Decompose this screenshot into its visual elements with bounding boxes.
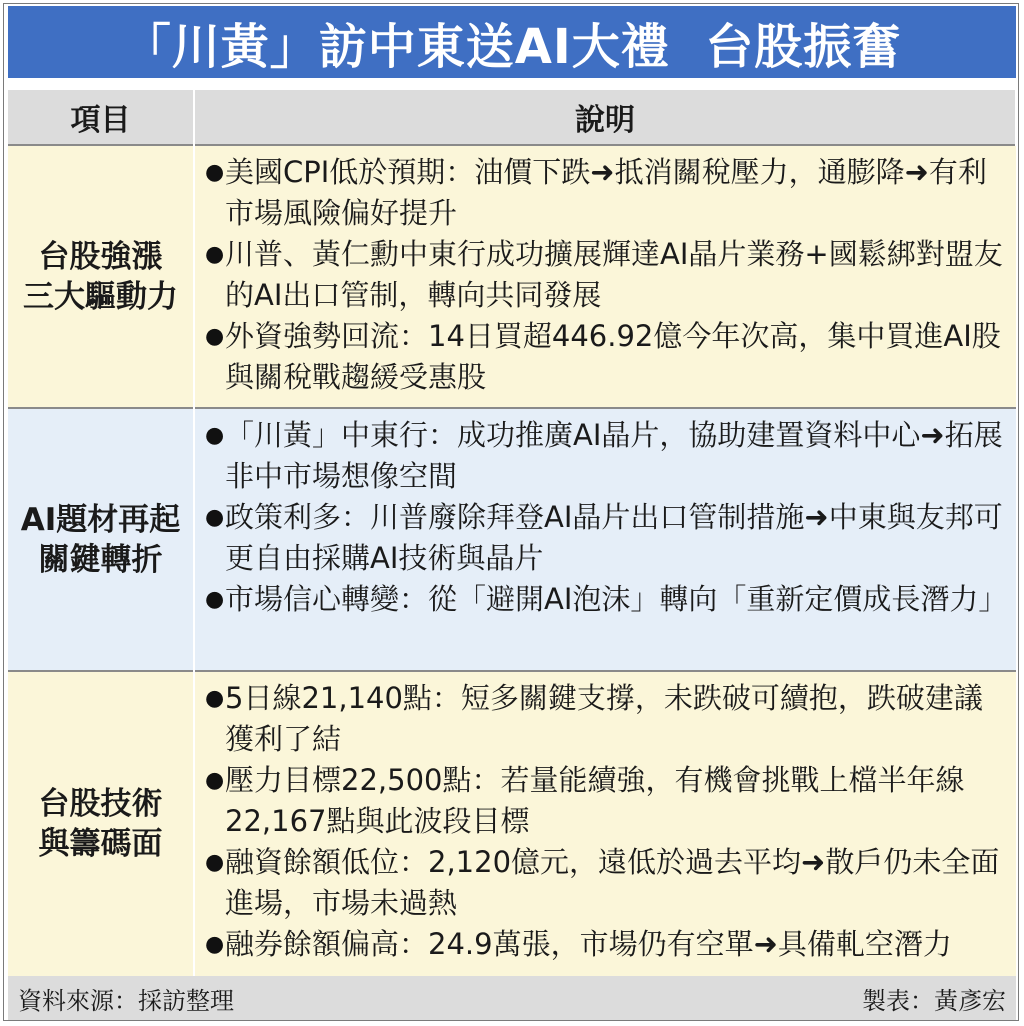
list-item bbox=[205, 234, 1010, 316]
category-line: 三大驅動力 bbox=[23, 278, 178, 315]
bullet-icon: ● bbox=[205, 587, 225, 612]
item-text: 5日線21,140點：短多關鍵支撐，未跌破可續抱，跌破建議獲利了結 bbox=[225, 681, 983, 756]
category-line: 台股技術 bbox=[38, 786, 163, 822]
category-line: AI題材再起 bbox=[20, 501, 181, 538]
row-description bbox=[194, 408, 1016, 671]
bullet-icon: ● bbox=[205, 932, 225, 957]
row-category bbox=[8, 408, 194, 671]
category-line: 關鍵轉折 bbox=[38, 541, 163, 578]
bullet-icon: ● bbox=[205, 160, 225, 185]
item-text: 融資餘額低位：2,120億元，遠低於過去平均➜散戶仍未全面進場，市場未過熱 bbox=[225, 845, 1000, 920]
list-item bbox=[205, 760, 1010, 842]
bullet-icon: ● bbox=[205, 324, 225, 349]
table-row bbox=[8, 408, 1016, 671]
row-description bbox=[194, 671, 1016, 976]
item-text: 市場信心轉變：從「避開AI泡沫」轉向「重新定價成長潛力」 bbox=[225, 582, 1008, 616]
category-line: 台股強漲 bbox=[38, 238, 163, 275]
bullet-icon: ● bbox=[205, 505, 225, 530]
item-text: 美國CPI低於預期：油價下跌➜抵消關稅壓力，通膨降➜有利市場風險偏好提升 bbox=[225, 155, 987, 230]
item-text: 政策利多：川普廢除拜登AI晶片出口管制措施➜中東與友邦可更自由採購AI技術與晶片 bbox=[225, 500, 1003, 575]
list-item bbox=[205, 579, 1010, 620]
page-title: 「川黃」訪中東送AI大禮 台股振奮 bbox=[122, 18, 902, 75]
item-text: 川普、黃仁勳中東行成功擴展輝達AI晶片業務+國鬆綁對盟友的AI出口管制，轉向共同發展 bbox=[225, 237, 1003, 312]
footer bbox=[8, 976, 1016, 1020]
row-category bbox=[8, 671, 194, 976]
info-table bbox=[8, 90, 1017, 976]
bullet-icon: ● bbox=[205, 242, 225, 267]
table-row bbox=[8, 145, 1016, 408]
title-bar bbox=[8, 6, 1016, 78]
item-text: 融券餘額偏高：24.9萬張，市場仍有空單➜具備軋空潛力 bbox=[225, 927, 952, 961]
bullet-icon: ● bbox=[205, 423, 225, 448]
source-note: 資料來源：採訪整理 bbox=[18, 986, 234, 1015]
row-description bbox=[194, 145, 1016, 408]
list-item bbox=[205, 497, 1010, 579]
list-item bbox=[205, 415, 1010, 497]
bullet-icon: ● bbox=[205, 686, 225, 711]
item-text: 壓力目標22,500點：若量能續強，有機會挑戰上檔半年線22,167點與此波段目標 bbox=[225, 763, 965, 838]
credit-note: 製表：黃彥宏 bbox=[862, 986, 1006, 1015]
column-header-description: 說明 bbox=[194, 90, 1016, 145]
bullet-icon: ● bbox=[205, 768, 225, 793]
row-category bbox=[8, 145, 194, 408]
item-text: 「川黃」中東行：成功推廣AI晶片，協助建置資料中心➜拓展非中市場想像空間 bbox=[225, 418, 1003, 493]
list-item bbox=[205, 678, 1010, 760]
bullet-icon: ● bbox=[205, 850, 225, 875]
table-row bbox=[8, 671, 1016, 976]
item-text: 外資強勢回流：14日買超446.92億今年次高，集中買進AI股與關稅戰趨緩受惠股 bbox=[225, 319, 1001, 394]
column-header-item: 項目 bbox=[8, 90, 194, 145]
category-line: 與籌碼面 bbox=[38, 826, 163, 862]
list-item bbox=[205, 316, 1010, 398]
list-item bbox=[205, 924, 1010, 965]
list-item bbox=[205, 842, 1010, 924]
list-item bbox=[205, 152, 1010, 234]
table-header-row bbox=[8, 90, 1016, 145]
